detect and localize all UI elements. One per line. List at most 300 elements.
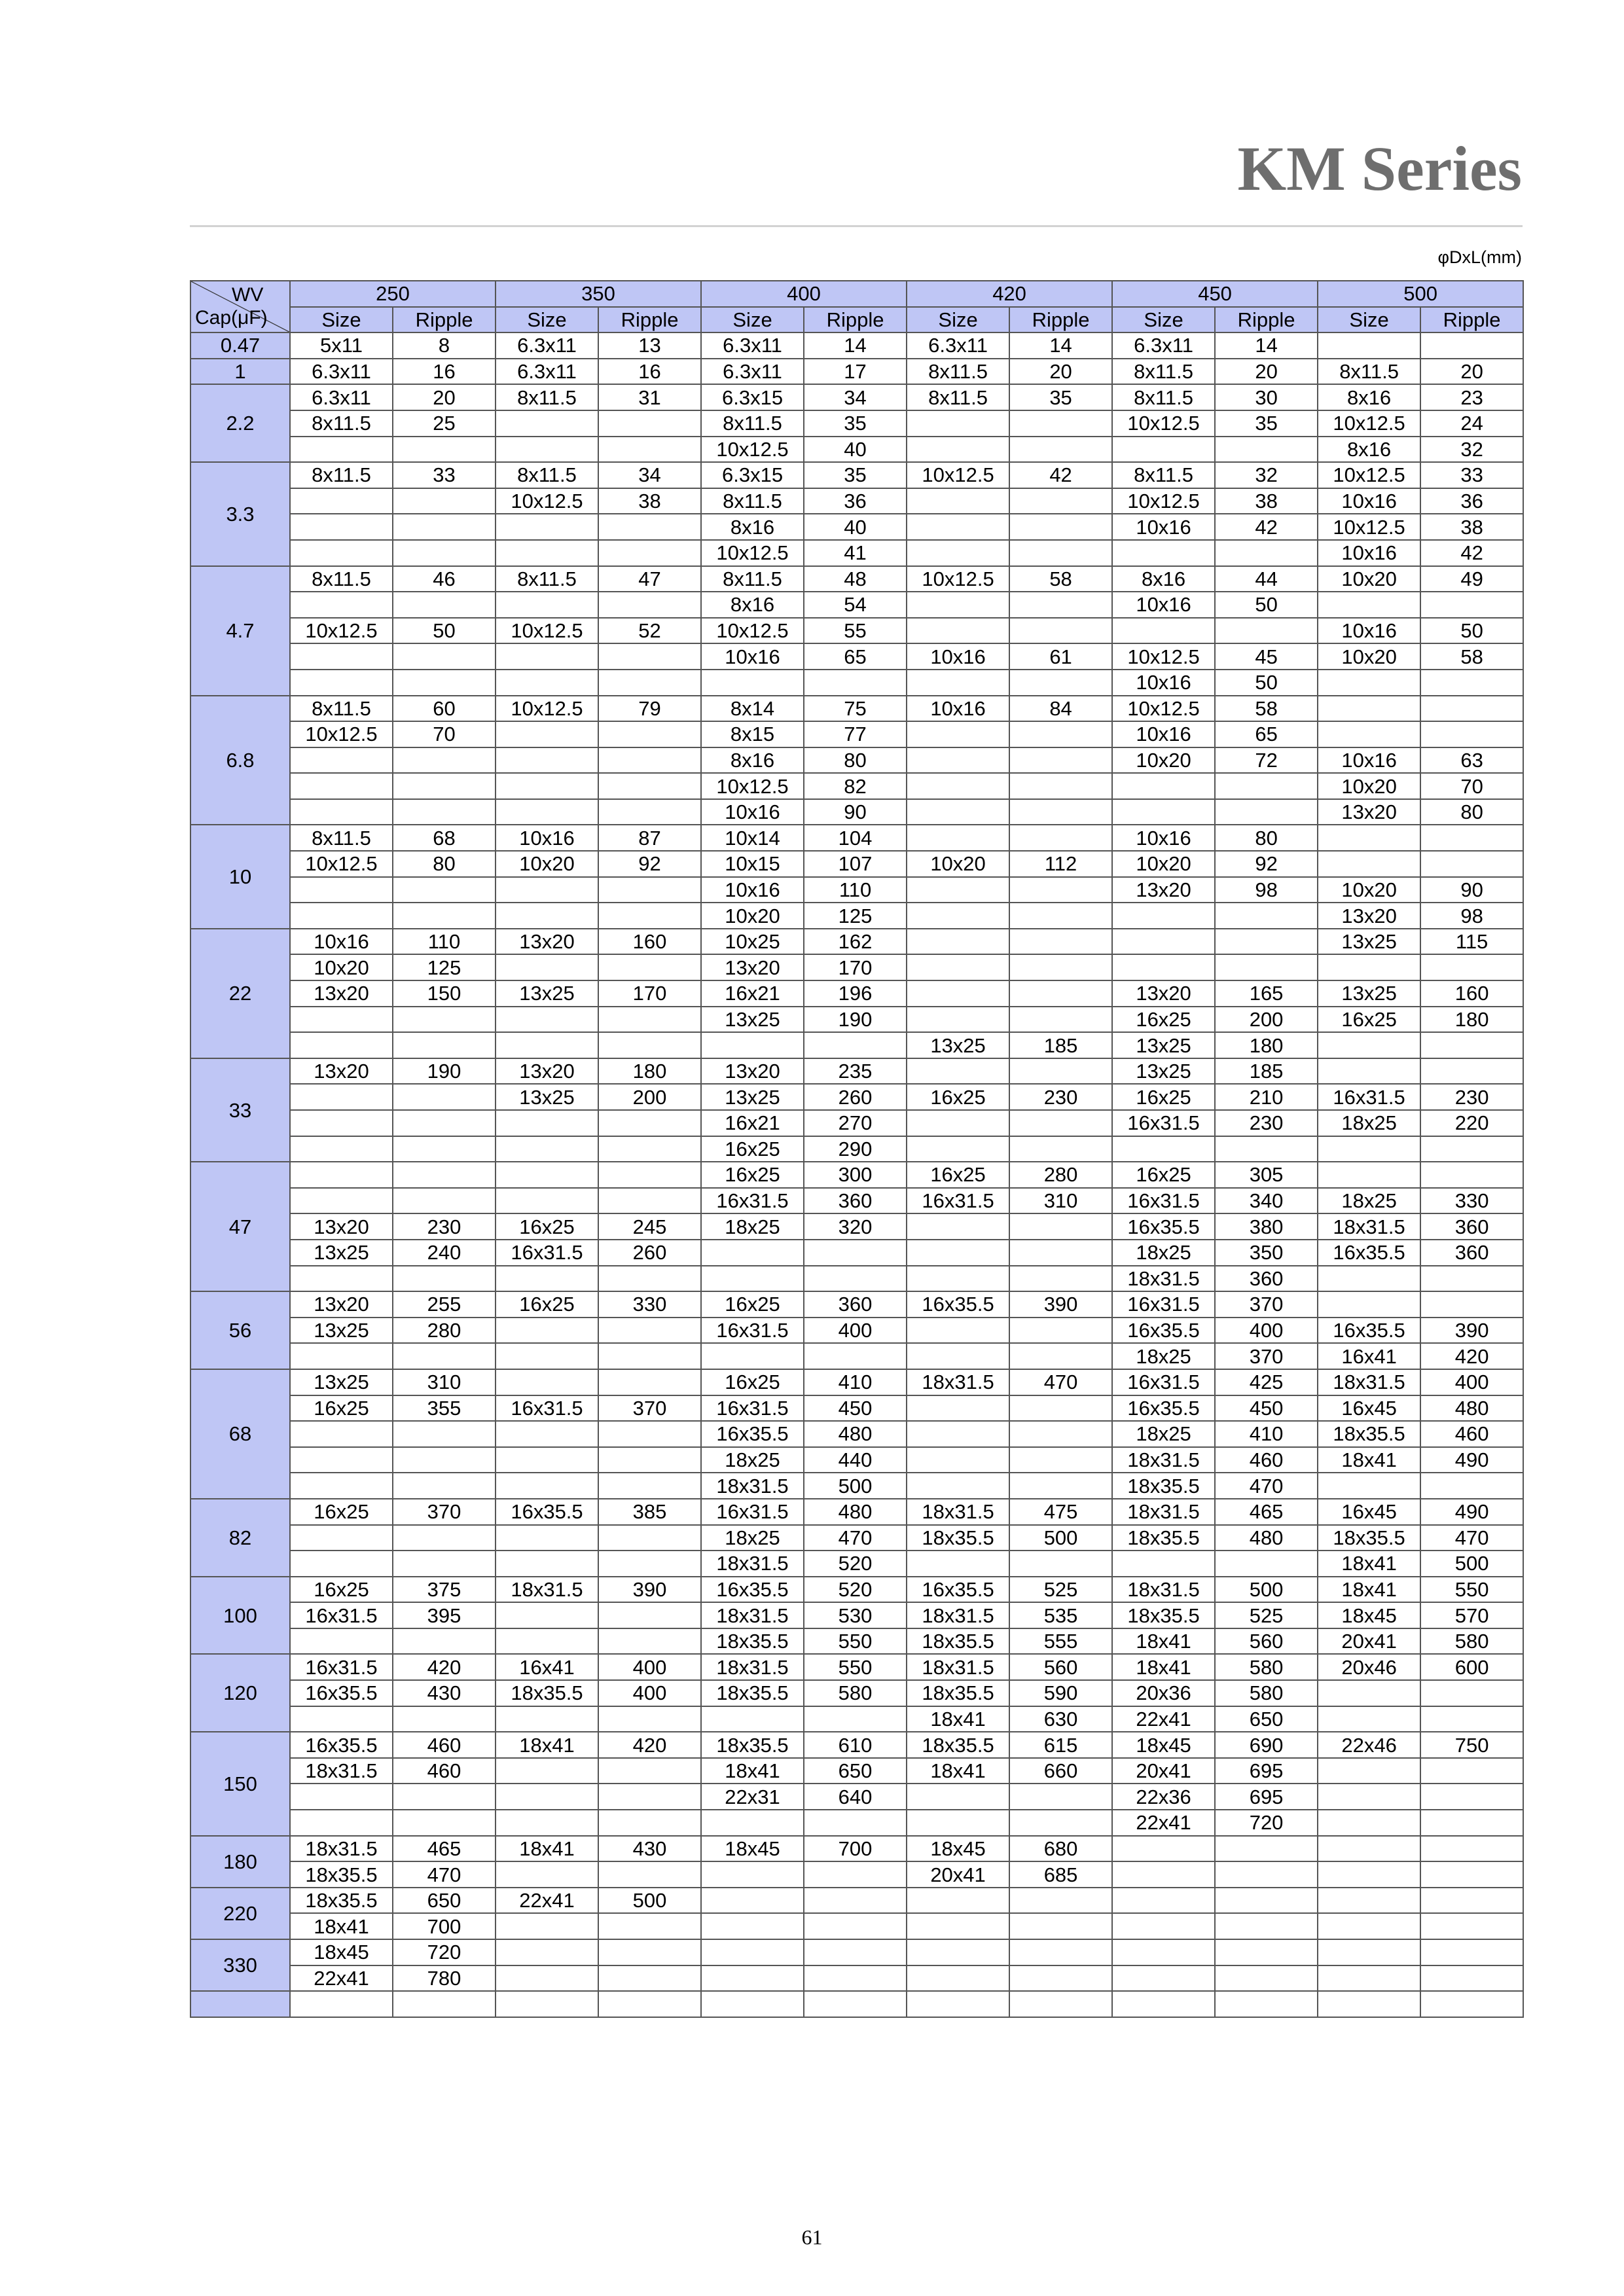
size-cell: 8x11.5: [907, 384, 1009, 410]
ripple-cell: [1009, 618, 1112, 644]
size-cell: 16x31.5: [1112, 1291, 1215, 1318]
size-cell: 8x11.5: [701, 566, 804, 592]
size-cell: 10x20: [290, 954, 393, 980]
size-cell: 16x35.5: [1318, 1318, 1420, 1344]
ripple-cell: [1009, 721, 1112, 747]
size-cell: [1112, 1888, 1215, 1914]
size-cell: 16x45: [1318, 1499, 1420, 1525]
size-cell: 18x25: [701, 1525, 804, 1551]
ripple-cell: 80: [1420, 799, 1523, 825]
size-cell: [290, 1706, 393, 1732]
ripple-cell: 500: [598, 1888, 701, 1914]
size-cell: 13x25: [1318, 929, 1420, 955]
ripple-cell: 180: [1215, 1032, 1318, 1058]
ripple-cell: [804, 1965, 907, 1992]
size-cell: 8x11.5: [290, 462, 393, 488]
capacitance-cell: 0.47: [190, 332, 290, 359]
size-cell: [290, 670, 393, 696]
size-cell: [496, 1188, 598, 1214]
size-header: Size: [290, 307, 393, 333]
ripple-cell: 32: [1215, 462, 1318, 488]
ripple-cell: 49: [1420, 566, 1523, 592]
size-cell: 18x35.5: [1112, 1525, 1215, 1551]
ripple-cell: 400: [1420, 1369, 1523, 1395]
ripple-cell: 90: [804, 799, 907, 825]
ripple-cell: 550: [804, 1628, 907, 1655]
size-cell: [290, 1032, 393, 1058]
size-cell: 18x41: [1318, 1447, 1420, 1473]
ripple-cell: 61: [1009, 643, 1112, 670]
ripple-cell: [393, 592, 496, 618]
size-cell: [1318, 1680, 1420, 1706]
size-cell: [496, 1136, 598, 1162]
ripple-cell: 24: [1420, 410, 1523, 437]
size-cell: [496, 592, 598, 618]
size-cell: [496, 1602, 598, 1628]
size-cell: [1112, 1136, 1215, 1162]
ripple-cell: [393, 1188, 496, 1214]
ripple-cell: [393, 437, 496, 463]
size-cell: 18x31.5: [1112, 1499, 1215, 1525]
size-cell: 13x25: [1318, 980, 1420, 1007]
ripple-cell: [393, 1991, 496, 2017]
ripple-cell: [393, 799, 496, 825]
size-cell: [496, 670, 598, 696]
table-row: [190, 1110, 1523, 1136]
size-cell: [290, 1628, 393, 1655]
ripple-cell: 780: [393, 1965, 496, 1992]
size-cell: 18x45: [1112, 1732, 1215, 1758]
size-cell: [290, 747, 393, 774]
ripple-cell: [1215, 1991, 1318, 2017]
capacitance-cell: 3.3: [190, 462, 290, 565]
size-cell: 18x35.5: [290, 1888, 393, 1914]
ripple-cell: 87: [598, 825, 701, 851]
ripple-cell: 8: [393, 332, 496, 359]
ripple-cell: [598, 1447, 701, 1473]
ripple-cell: 280: [393, 1318, 496, 1344]
ripple-cell: [1009, 1266, 1112, 1292]
ripple-cell: 380: [1215, 1213, 1318, 1240]
size-cell: 16x35.5: [701, 1421, 804, 1447]
size-cell: 16x25: [701, 1291, 804, 1318]
size-cell: 10x15: [701, 851, 804, 877]
size-cell: [1318, 1058, 1420, 1085]
ripple-cell: 50: [1215, 592, 1318, 618]
ripple-cell: [1009, 1447, 1112, 1473]
table-row: [190, 1965, 1523, 1992]
ripple-cell: 590: [1009, 1680, 1112, 1706]
ripple-cell: 31: [598, 384, 701, 410]
ripple-cell: [1420, 1965, 1523, 1992]
ripple-cell: 230: [1215, 1110, 1318, 1136]
ripple-cell: [1420, 1032, 1523, 1058]
size-cell: 18x31.5: [907, 1602, 1009, 1628]
ripple-cell: 170: [804, 954, 907, 980]
ripple-cell: 58: [1215, 696, 1318, 722]
ripple-cell: [393, 1421, 496, 1447]
table-row: [190, 1318, 1523, 1344]
table-row: [190, 540, 1523, 566]
size-cell: [1112, 1913, 1215, 1939]
size-cell: [1112, 929, 1215, 955]
ripple-cell: 180: [598, 1058, 701, 1085]
ripple-cell: 200: [598, 1084, 701, 1110]
size-cell: [907, 488, 1009, 514]
size-cell: [496, 1551, 598, 1577]
size-cell: 10x12.5: [907, 566, 1009, 592]
ripple-cell: 104: [804, 825, 907, 851]
table-row: [190, 1784, 1523, 1810]
size-cell: [1318, 825, 1420, 851]
ripple-cell: 165: [1215, 980, 1318, 1007]
size-cell: [290, 1110, 393, 1136]
ripple-cell: 20: [1420, 359, 1523, 385]
size-cell: [907, 954, 1009, 980]
size-cell: [1318, 1991, 1420, 2017]
size-cell: 16x35.5: [701, 1577, 804, 1603]
size-cell: 10x20: [496, 851, 598, 877]
ripple-cell: [598, 1369, 701, 1395]
size-cell: 18x31.5: [907, 1369, 1009, 1395]
dimension-unit-note: φDxL(mm): [1437, 247, 1522, 267]
size-cell: 10x20: [907, 851, 1009, 877]
ripple-cell: 460: [393, 1732, 496, 1758]
table-row: [190, 1861, 1523, 1888]
ripple-cell: 480: [804, 1499, 907, 1525]
ripple-cell: 465: [393, 1836, 496, 1862]
table-corner-header: [190, 281, 290, 332]
table-row: [190, 877, 1523, 903]
size-cell: 10x20: [1318, 773, 1420, 799]
ripple-cell: 480: [804, 1421, 907, 1447]
ripple-cell: 470: [1420, 1525, 1523, 1551]
size-cell: 6.3x11: [290, 384, 393, 410]
size-cell: [907, 1240, 1009, 1266]
capacitance-cell: 4.7: [190, 566, 290, 696]
ripple-header: Ripple: [1009, 307, 1112, 333]
size-cell: [496, 514, 598, 540]
size-cell: 10x12.5: [290, 851, 393, 877]
size-cell: 13x20: [290, 1058, 393, 1085]
table-row: [190, 1654, 1523, 1680]
size-cell: 10x16: [701, 643, 804, 670]
size-cell: 10x12.5: [1112, 643, 1215, 670]
size-cell: 18x35.5: [701, 1732, 804, 1758]
ripple-cell: 63: [1420, 747, 1523, 774]
size-cell: 10x12.5: [1112, 410, 1215, 437]
ripple-cell: 55: [804, 618, 907, 644]
size-cell: 6.3x15: [701, 462, 804, 488]
size-cell: [496, 1628, 598, 1655]
size-cell: 10x12.5: [1318, 462, 1420, 488]
size-cell: [290, 1007, 393, 1033]
ripple-cell: 36: [804, 488, 907, 514]
size-cell: 8x16: [701, 514, 804, 540]
size-cell: [1112, 1965, 1215, 1992]
ripple-cell: [804, 1991, 907, 2017]
table-row: [190, 696, 1523, 722]
size-cell: 16x25: [1318, 1007, 1420, 1033]
size-cell: 8x11.5: [290, 696, 393, 722]
ripple-cell: [393, 1784, 496, 1810]
size-cell: [1112, 954, 1215, 980]
ripple-cell: [1420, 1836, 1523, 1862]
size-cell: [701, 1965, 804, 1992]
ripple-cell: 330: [598, 1291, 701, 1318]
ripple-cell: 190: [804, 1007, 907, 1033]
page-number: 61: [801, 2225, 823, 2249]
size-cell: 18x41: [907, 1758, 1009, 1784]
ripple-cell: [1009, 954, 1112, 980]
size-cell: [1112, 437, 1215, 463]
size-cell: 10x12.5: [1112, 488, 1215, 514]
ripple-cell: 20: [1009, 359, 1112, 385]
size-cell: [907, 670, 1009, 696]
ripple-cell: 32: [1420, 437, 1523, 463]
table-row: [190, 1680, 1523, 1706]
ripple-cell: [598, 1343, 701, 1369]
table-row: [190, 1240, 1523, 1266]
ripple-cell: 500: [1009, 1525, 1112, 1551]
ripple-cell: 80: [804, 747, 907, 774]
ripple-cell: 38: [1215, 488, 1318, 514]
size-cell: [290, 1473, 393, 1499]
size-cell: 10x12.5: [701, 773, 804, 799]
size-cell: 10x16: [1318, 488, 1420, 514]
ripple-cell: 35: [804, 462, 907, 488]
ripple-cell: [393, 1551, 496, 1577]
size-cell: 16x35.5: [496, 1499, 598, 1525]
ripple-cell: [598, 1318, 701, 1344]
size-cell: 16x25: [701, 1369, 804, 1395]
ripple-cell: [598, 1162, 701, 1188]
size-cell: 13x20: [1318, 799, 1420, 825]
ripple-cell: 17: [804, 359, 907, 385]
size-cell: [907, 1965, 1009, 1992]
ripple-cell: 185: [1215, 1058, 1318, 1085]
size-cell: 18x25: [1318, 1110, 1420, 1136]
size-cell: 18x31.5: [1112, 1577, 1215, 1603]
size-cell: [701, 1888, 804, 1914]
size-cell: 18x35.5: [496, 1680, 598, 1706]
ripple-cell: [1420, 1136, 1523, 1162]
size-cell: [1318, 1291, 1420, 1318]
ripple-cell: [804, 1266, 907, 1292]
ripple-cell: 160: [1420, 980, 1523, 1007]
size-cell: 22x41: [496, 1888, 598, 1914]
size-cell: 13x25: [290, 1369, 393, 1395]
capacitance-cell: 180: [190, 1836, 290, 1888]
size-cell: 10x16: [701, 877, 804, 903]
ripple-cell: [804, 1706, 907, 1732]
ripple-cell: 160: [598, 929, 701, 955]
ripple-cell: 80: [1215, 825, 1318, 851]
size-cell: [1318, 1706, 1420, 1732]
ripple-cell: 162: [804, 929, 907, 955]
size-cell: 6.3x11: [701, 332, 804, 359]
size-cell: 18x35.5: [1318, 1525, 1420, 1551]
ripple-cell: [1009, 670, 1112, 696]
size-cell: 13x25: [701, 1007, 804, 1033]
size-cell: 13x20: [290, 1291, 393, 1318]
size-cell: [701, 1343, 804, 1369]
ripple-cell: 190: [393, 1058, 496, 1085]
capacitance-cell: 56: [190, 1291, 290, 1369]
ripple-cell: 280: [1009, 1162, 1112, 1188]
ripple-cell: 470: [1215, 1473, 1318, 1499]
ripple-header: Ripple: [598, 307, 701, 333]
ripple-cell: [393, 1110, 496, 1136]
ripple-cell: 72: [1215, 747, 1318, 774]
size-cell: 18x31.5: [290, 1758, 393, 1784]
size-cell: [1112, 1551, 1215, 1577]
ripple-cell: 460: [393, 1758, 496, 1784]
ripple-header: Ripple: [393, 307, 496, 333]
ripple-cell: 525: [1009, 1577, 1112, 1603]
size-cell: 22x41: [1112, 1706, 1215, 1732]
size-cell: 16x35.5: [907, 1291, 1009, 1318]
voltage-header: 400: [701, 281, 907, 307]
ripple-cell: 235: [804, 1058, 907, 1085]
size-cell: [290, 1343, 393, 1369]
ripple-cell: [1420, 1913, 1523, 1939]
size-cell: 13x25: [496, 1084, 598, 1110]
table-row: [190, 929, 1523, 955]
size-cell: 8x15: [701, 721, 804, 747]
size-cell: 16x35.5: [1112, 1318, 1215, 1344]
size-cell: [1318, 670, 1420, 696]
size-cell: 13x20: [1112, 980, 1215, 1007]
ripple-cell: 420: [598, 1732, 701, 1758]
capacitance-cell: 22: [190, 929, 290, 1058]
ripple-cell: 65: [804, 643, 907, 670]
capacitance-cell: 82: [190, 1499, 290, 1577]
table-row: [190, 1162, 1523, 1188]
table-row: [190, 1447, 1523, 1473]
size-cell: 16x31.5: [290, 1602, 393, 1628]
size-cell: 18x41: [907, 1706, 1009, 1732]
size-cell: 16x35.5: [907, 1577, 1009, 1603]
size-cell: 18x25: [1112, 1421, 1215, 1447]
size-cell: 18x45: [701, 1836, 804, 1862]
size-cell: [496, 1447, 598, 1473]
size-cell: [907, 437, 1009, 463]
ripple-cell: 615: [1009, 1732, 1112, 1758]
size-cell: 16x31.5: [1112, 1188, 1215, 1214]
table-row: [190, 1888, 1523, 1914]
capacitance-cell: 220: [190, 1888, 290, 1939]
size-cell: [496, 1991, 598, 2017]
ripple-cell: [804, 1939, 907, 1965]
ripple-cell: 430: [598, 1836, 701, 1862]
ripple-cell: [1420, 1861, 1523, 1888]
ripple-cell: [598, 643, 701, 670]
ripple-cell: [598, 1628, 701, 1655]
size-cell: [496, 1369, 598, 1395]
ripple-cell: [598, 1913, 701, 1939]
size-cell: 16x35.5: [290, 1732, 393, 1758]
voltage-header-row: [190, 281, 1523, 307]
ripple-cell: 38: [598, 488, 701, 514]
size-cell: 16x45: [1318, 1395, 1420, 1422]
size-cell: 18x25: [701, 1447, 804, 1473]
table-row: [190, 1836, 1523, 1862]
ripple-cell: 92: [598, 851, 701, 877]
ripple-cell: [1420, 1266, 1523, 1292]
ripple-cell: [393, 1084, 496, 1110]
size-cell: [907, 773, 1009, 799]
size-cell: 20x36: [1112, 1680, 1215, 1706]
ripple-cell: [393, 670, 496, 696]
ripple-cell: 360: [1420, 1213, 1523, 1240]
ripple-cell: [804, 1032, 907, 1058]
table-row: [190, 592, 1523, 618]
size-cell: 16x31.5: [496, 1395, 598, 1422]
size-cell: 8x11.5: [1112, 384, 1215, 410]
ripple-cell: [598, 954, 701, 980]
ripple-cell: [1009, 903, 1112, 929]
table-row: [190, 359, 1523, 385]
size-cell: [496, 903, 598, 929]
ripple-cell: [1009, 1213, 1112, 1240]
size-cell: 8x11.5: [1112, 359, 1215, 385]
size-cell: 10x12.5: [701, 437, 804, 463]
size-cell: 10x16: [1112, 514, 1215, 540]
size-cell: [1318, 954, 1420, 980]
subheader-row: [190, 307, 1523, 333]
ripple-cell: [1420, 1784, 1523, 1810]
ripple-cell: 490: [1420, 1499, 1523, 1525]
ripple-cell: [598, 1110, 701, 1136]
ripple-cell: 355: [393, 1395, 496, 1422]
ripple-cell: 200: [1215, 1007, 1318, 1033]
size-cell: [907, 1421, 1009, 1447]
size-cell: 18x35.5: [701, 1680, 804, 1706]
size-cell: [907, 1007, 1009, 1033]
ripple-cell: 41: [804, 540, 907, 566]
ripple-cell: 180: [1420, 1007, 1523, 1033]
ripple-cell: [393, 1266, 496, 1292]
ripple-cell: [1009, 980, 1112, 1007]
ripple-cell: [598, 1032, 701, 1058]
ripple-cell: [393, 643, 496, 670]
ripple-cell: [1215, 773, 1318, 799]
size-cell: 20x46: [1318, 1654, 1420, 1680]
ripple-cell: [393, 1810, 496, 1836]
size-cell: 18x45: [290, 1939, 393, 1965]
ripple-cell: [1009, 1421, 1112, 1447]
size-cell: [1318, 1913, 1420, 1939]
size-cell: 10x20: [1112, 747, 1215, 774]
table-row: [190, 980, 1523, 1007]
ripple-cell: 107: [804, 851, 907, 877]
ripple-cell: 35: [1215, 410, 1318, 437]
ripple-cell: 290: [804, 1136, 907, 1162]
size-cell: 8x11.5: [701, 410, 804, 437]
size-cell: [290, 643, 393, 670]
size-cell: 16x25: [907, 1162, 1009, 1188]
ripple-cell: 370: [598, 1395, 701, 1422]
size-cell: 18x41: [496, 1836, 598, 1862]
size-cell: [496, 643, 598, 670]
size-cell: [701, 1266, 804, 1292]
size-cell: [290, 488, 393, 514]
ripple-cell: 660: [1009, 1758, 1112, 1784]
size-cell: 18x35.5: [1112, 1473, 1215, 1499]
size-cell: 18x31.5: [290, 1836, 393, 1862]
table-row: [190, 1084, 1523, 1110]
